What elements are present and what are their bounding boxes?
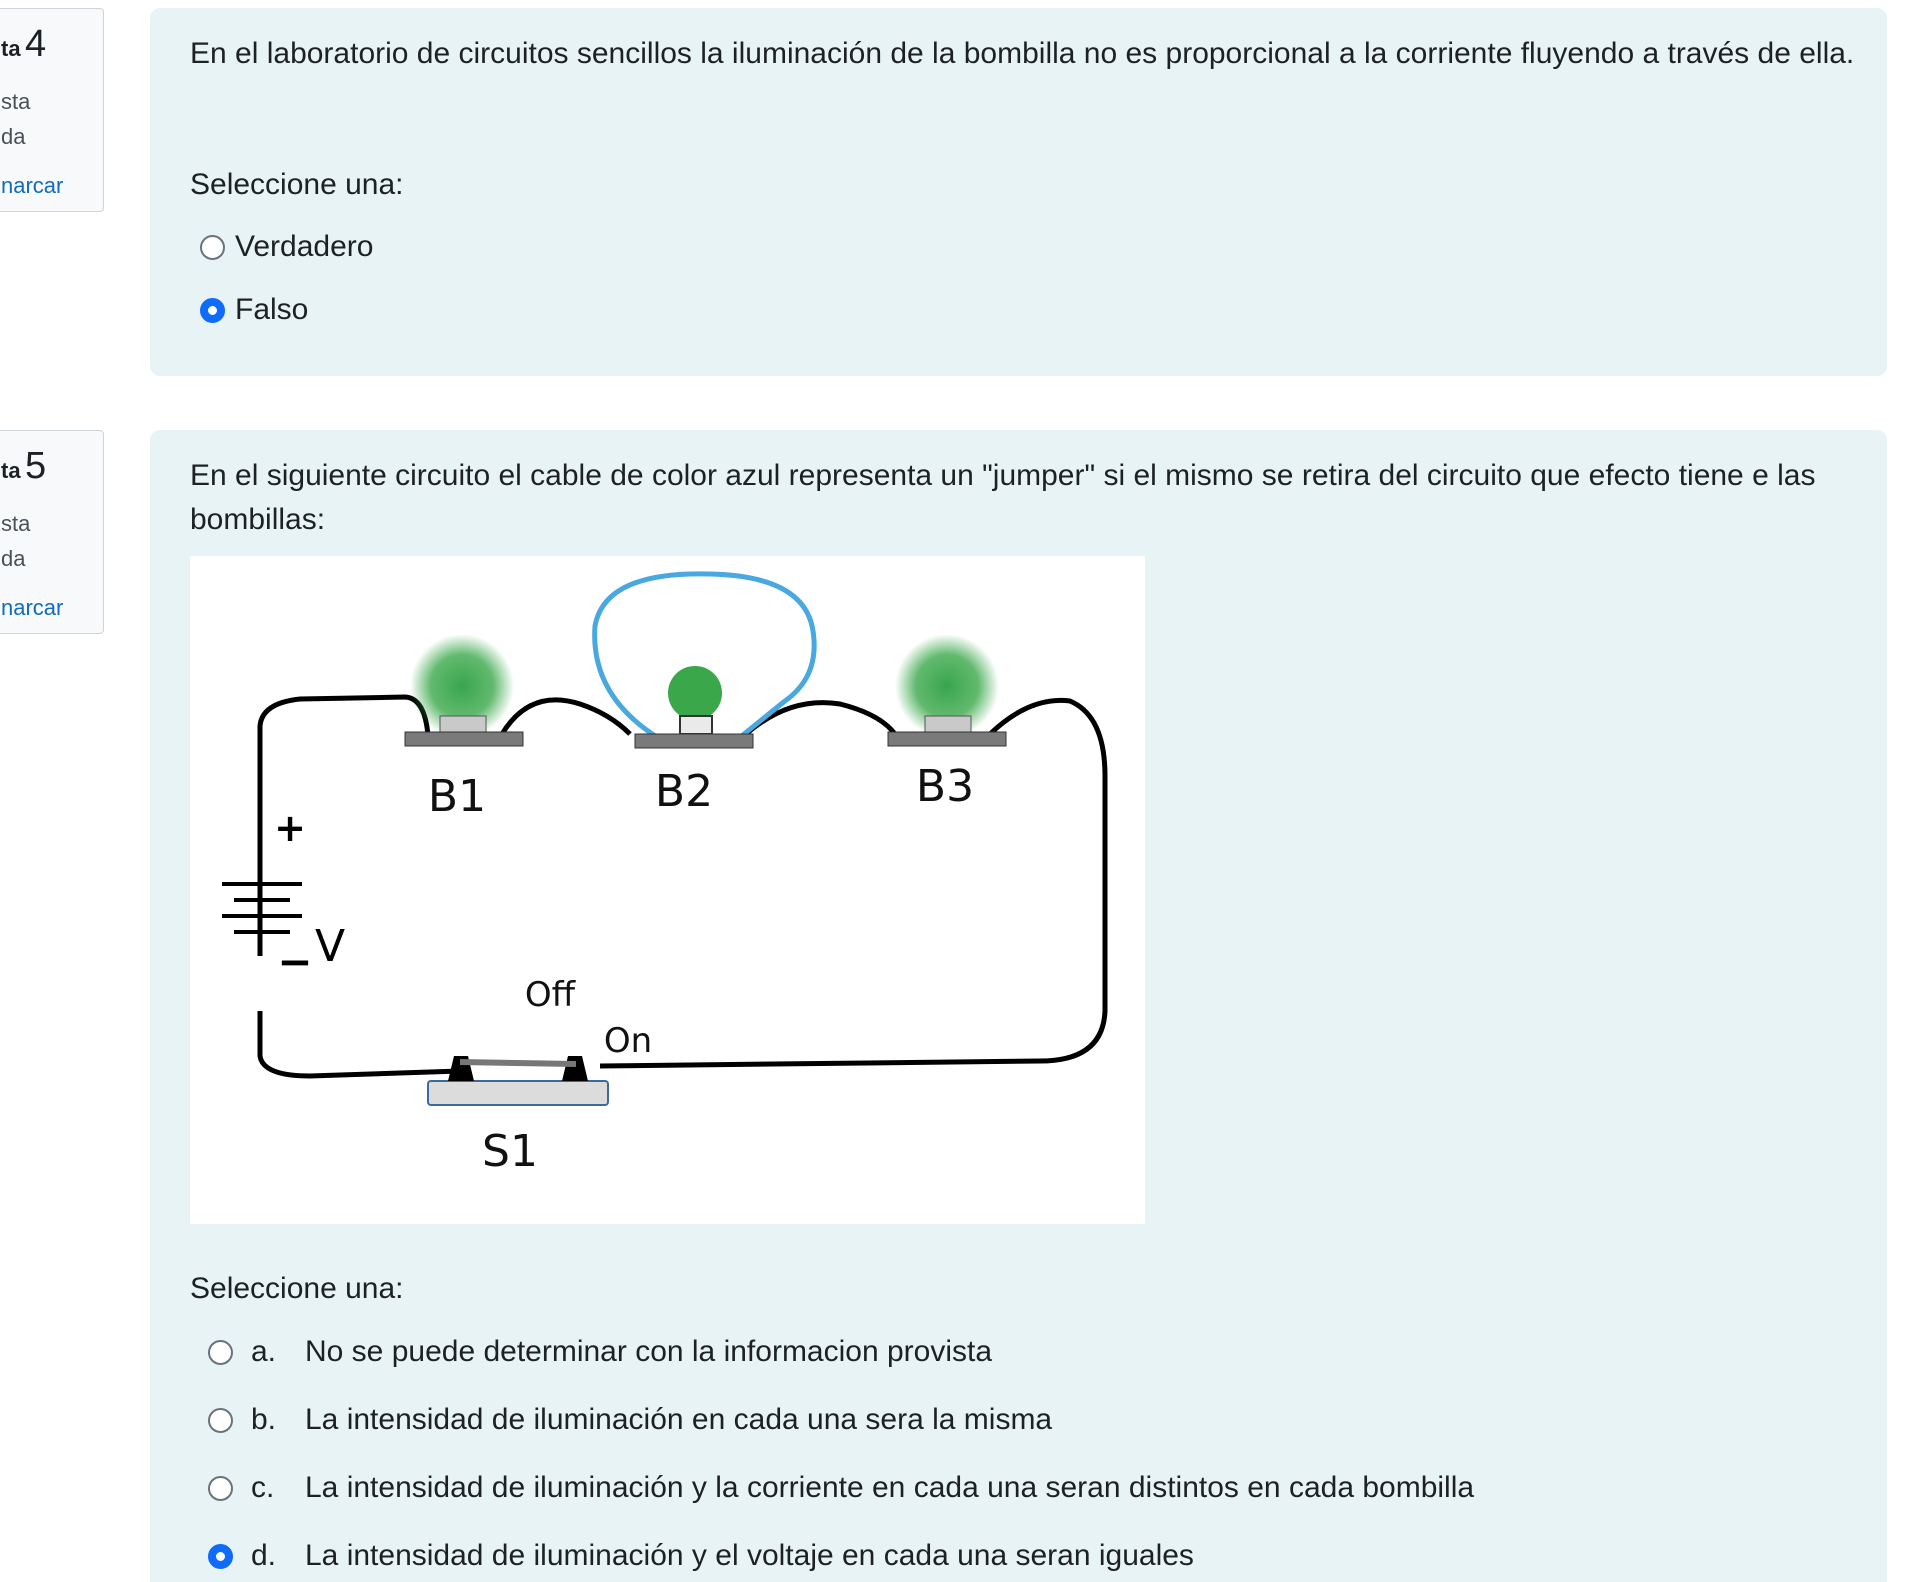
question-text: En el laboratorio de circuitos sencillos la iluminación de la bombilla no es proporcional a la corriente fluyendo a través de ella. [190, 37, 1855, 70]
battery-minus-label: − [277, 937, 313, 986]
question-status-line-1: sta [1, 89, 31, 114]
bulb-b2-socket [680, 716, 712, 734]
select-one-prompt: Seleccione una: [190, 1272, 404, 1305]
switch-lever [460, 1062, 576, 1064]
option-verdadero[interactable] [200, 230, 373, 264]
option-falso[interactable] [200, 293, 308, 327]
flag-question-link[interactable]: narcar [1, 173, 64, 198]
radio-button[interactable] [208, 1408, 233, 1433]
question-status-line-2: da [1, 546, 26, 571]
bulb-b3-socket [925, 716, 971, 732]
question-5-card [150, 430, 1887, 1582]
question-number: 5 [25, 445, 47, 487]
radio-button[interactable] [208, 1476, 233, 1501]
select-one-prompt: Seleccione una: [190, 168, 404, 201]
question-number: 4 [25, 23, 47, 65]
radio-button[interactable] [208, 1340, 233, 1365]
bulb-b3-base [888, 732, 1006, 746]
switch-base [428, 1081, 608, 1105]
option-b[interactable] [208, 1403, 1052, 1437]
question-text: En el siguiente circuito el cable de color azul representa un "jumper" si el mismo se retira del circuito que efecto tiene e las bombillas: [190, 459, 1816, 536]
bulb-b1-base [405, 732, 523, 746]
circuit-wire [746, 703, 895, 734]
question-4-card [150, 8, 1887, 376]
option-label: La intensidad de iluminación y la corriente en cada una seran distintos en cada bombilla [305, 1471, 1475, 1504]
question-5-number [1, 445, 46, 488]
radio-button[interactable] [200, 235, 225, 260]
option-label: La intensidad de iluminación y el voltaje en cada una seran iguales [305, 1539, 1194, 1572]
option-c[interactable] [208, 1471, 1474, 1505]
question-4-info [0, 8, 104, 212]
option-label: No se puede determinar con la informacion provista [305, 1335, 993, 1368]
option-label: Falso [235, 293, 309, 326]
option-d[interactable] [208, 1539, 1194, 1573]
battery-plus-label: + [274, 806, 306, 850]
option-letter: b. [251, 1403, 277, 1436]
question-label: ta [1, 36, 21, 61]
option-a[interactable] [208, 1335, 992, 1369]
option-letter: c. [251, 1471, 275, 1504]
circuit-wire [502, 700, 630, 734]
question-status-line-2: da [1, 124, 26, 149]
battery-voltage-label: V [314, 921, 346, 972]
question-4-number [1, 23, 46, 66]
bulb-b2-label: B2 [654, 766, 714, 817]
switch-on-label: On [603, 1021, 653, 1061]
question-5-info [0, 430, 104, 634]
option-letter: d. [251, 1539, 277, 1572]
question-label: ta [1, 458, 21, 483]
bulb-b1-label: B1 [427, 771, 487, 822]
circuit-wire [260, 1011, 460, 1076]
bulb-b1-socket [440, 716, 486, 732]
bulb-b2-globe [668, 666, 722, 720]
radio-button-selected[interactable] [200, 298, 225, 323]
option-letter: a. [251, 1335, 277, 1368]
radio-button-selected[interactable] [208, 1544, 233, 1569]
option-label: La intensidad de iluminación en cada una sera la misma [305, 1403, 1053, 1436]
question-status-line-1: sta [1, 511, 31, 536]
circuit-diagram [190, 556, 1145, 1224]
bulb-b2-base [635, 734, 753, 748]
switch-s1-label: S1 [482, 1126, 538, 1177]
circuit-svg [190, 556, 1145, 1224]
switch-off-label: Off [524, 975, 576, 1015]
flag-question-link[interactable]: narcar [1, 595, 64, 620]
switch-terminal [562, 1056, 588, 1081]
circuit-wire [600, 700, 1105, 1066]
option-label: Verdadero [235, 230, 374, 263]
bulb-b3-label: B3 [915, 761, 975, 812]
